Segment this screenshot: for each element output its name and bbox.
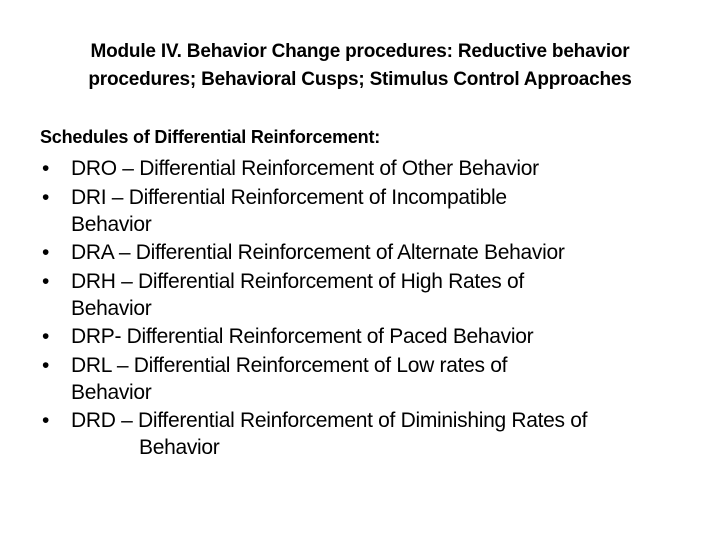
- list-item-text: DRO – Differential Reinforcement of Other Behavior: [71, 157, 539, 180]
- list-item-drh: [40, 268, 700, 322]
- bullet-icon: •: [42, 157, 50, 180]
- list-item-text: DRP- Differential Reinforcement of Paced Behavior: [71, 325, 534, 348]
- list-item-drl: [40, 352, 700, 406]
- list-item-continuation: Behavior: [139, 436, 220, 459]
- list-item-drp: [40, 323, 700, 350]
- slide-title: [40, 38, 680, 94]
- bullet-icon: •: [42, 409, 50, 432]
- bullet-icon: •: [42, 353, 50, 377]
- list-item-continuation: Behavior: [71, 380, 152, 404]
- list-item-text: DRH – Differential Reinforcement of High Rates of: [71, 269, 524, 293]
- list-item-dro: [40, 155, 700, 182]
- title-line-1: Module IV. Behavior Change procedures: Reductive behavior: [90, 41, 630, 62]
- section-heading: Schedules of Differential Reinforcement:: [40, 127, 381, 147]
- bullet-list: [40, 155, 700, 463]
- bullet-icon: •: [42, 269, 50, 293]
- list-item-text: DRA – Differential Reinforcement of Alternate Behavior: [71, 241, 565, 264]
- bullet-icon: •: [42, 185, 50, 209]
- list-item-continuation: Behavior: [71, 212, 152, 236]
- list-item-text: DRD – Differential Reinforcement of Diminishing Rates of: [71, 409, 588, 432]
- list-item-dri: [40, 184, 700, 238]
- title-line-2: procedures; Behavioral Cusps; Stimulus Control Approaches: [88, 69, 632, 90]
- list-item-dra: [40, 239, 700, 266]
- bullet-icon: •: [42, 241, 50, 264]
- list-item-continuation: Behavior: [71, 296, 152, 320]
- list-item-text: DRL – Differential Reinforcement of Low rates of: [71, 353, 508, 377]
- bullet-icon: •: [42, 325, 50, 348]
- list-item-drd: [40, 407, 700, 461]
- list-item-text: DRI – Differential Reinforcement of Incompatible: [71, 185, 507, 209]
